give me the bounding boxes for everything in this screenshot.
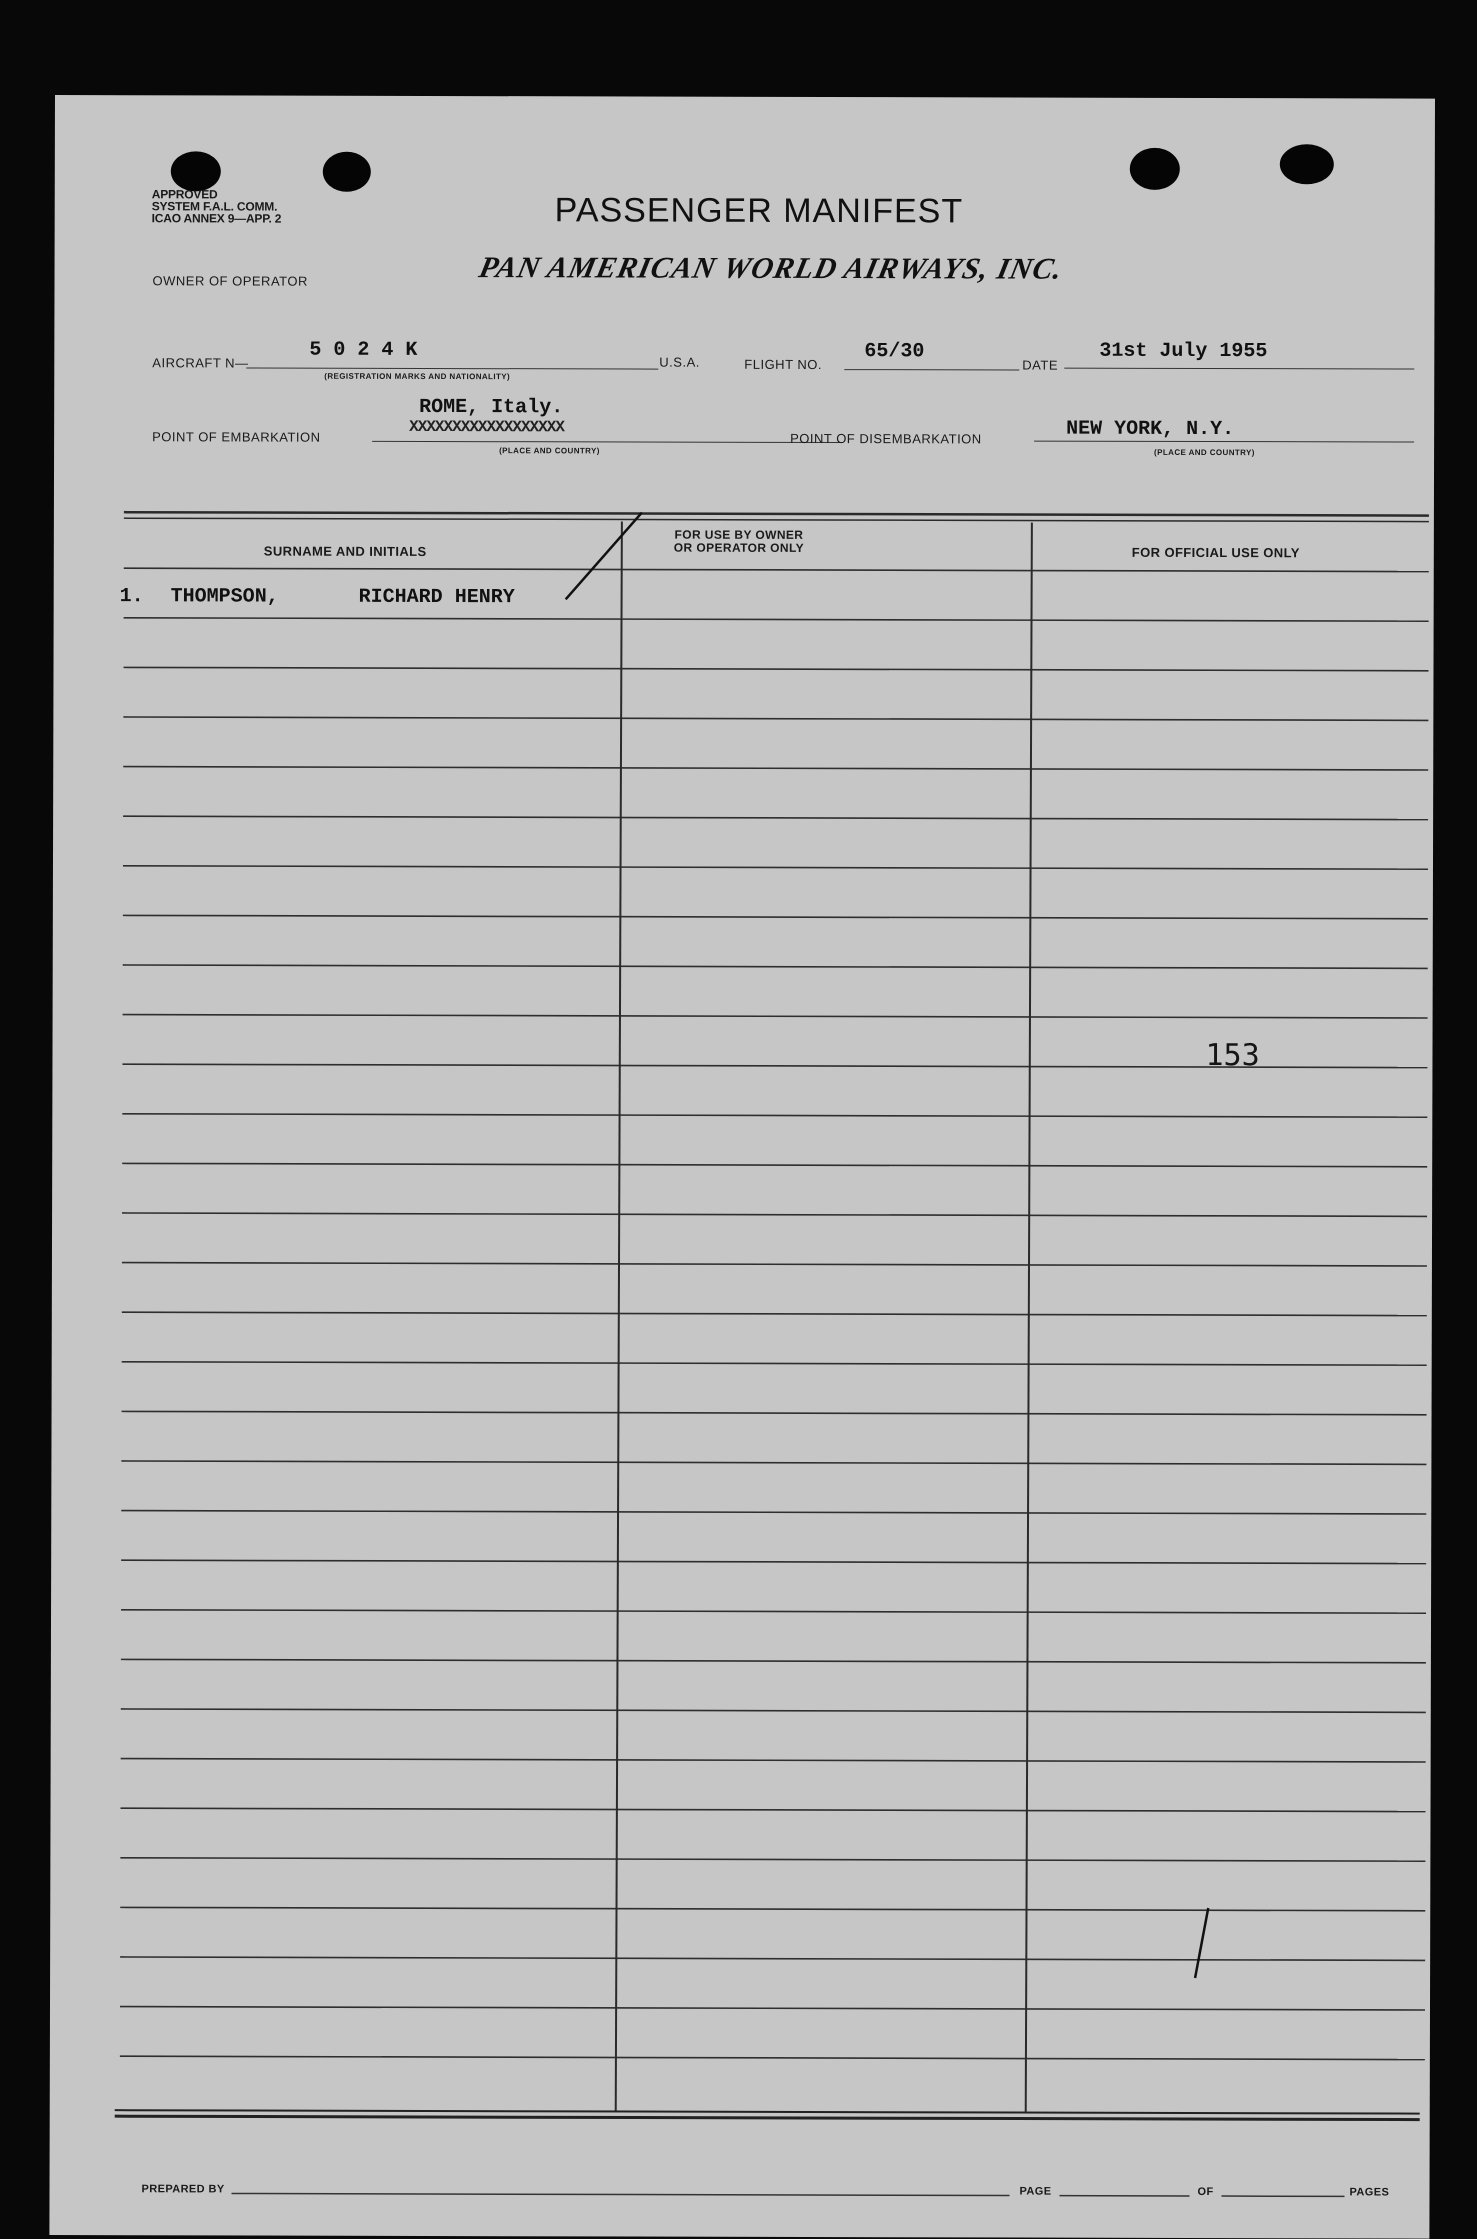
row-line: [120, 1858, 1425, 1861]
row-line: [120, 2056, 1425, 2059]
surname-column-header: SURNAME AND INITIALS: [264, 544, 427, 559]
row-line: [120, 2007, 1425, 2010]
pages-label: PAGES: [1349, 2186, 1389, 2198]
row-line: [121, 1610, 1426, 1613]
disembarkation-label: POINT OF DISEMBARKATION: [790, 431, 982, 447]
header-rule: [124, 512, 1429, 521]
footer-line: [232, 2193, 1010, 2195]
row-line: [123, 866, 1428, 869]
registration-caption: (REGISTRATION MARKS AND NATIONALITY): [324, 372, 510, 381]
row-line: [124, 568, 1429, 571]
approval-line: SYSTEM F.A.L. COMM.: [152, 200, 282, 212]
passenger-surname: THOMPSON,: [171, 585, 279, 608]
stamp-number: 153: [1205, 1038, 1259, 1073]
row-line: [121, 1560, 1426, 1563]
row-line: [122, 1411, 1427, 1414]
row-line: [121, 1659, 1426, 1662]
row-line: [122, 1163, 1427, 1166]
embarkation-caption: (PLACE AND COUNTRY): [499, 446, 600, 455]
column-dividers: [616, 521, 1032, 2111]
row-line: [124, 618, 1429, 621]
disembarkation-caption: (PLACE AND COUNTRY): [1154, 448, 1255, 457]
flight-value: 65/30: [864, 340, 924, 363]
owner-column-header-line: OR OPERATOR ONLY: [674, 542, 804, 555]
row-line: [123, 816, 1428, 819]
manifest-page: [49, 95, 1435, 2239]
passenger-number: 1.: [120, 585, 144, 608]
prepared-by-label: PREPARED BY: [142, 2183, 225, 2195]
row-line: [121, 1808, 1426, 1811]
page-label: PAGE: [1019, 2186, 1051, 2198]
owner-label: OWNER OF OPERATOR: [152, 273, 307, 288]
row-line: [122, 1213, 1427, 1216]
check-mark-stroke: [1195, 1908, 1208, 1978]
embarkation-value: ROME, Italy.: [419, 396, 563, 419]
approval-line: ICAO ANNEX 9—APP. 2: [152, 212, 282, 224]
date-value: 31st July 1955: [1099, 340, 1267, 363]
owner-column-header-line: FOR USE BY OWNER: [674, 529, 804, 542]
row-lines: [120, 568, 1429, 2059]
flight-label: FLIGHT NO.: [744, 357, 822, 372]
row-line: [121, 1759, 1426, 1762]
row-line: [123, 915, 1428, 918]
disembarkation-value: NEW YORK, N.Y.: [1066, 418, 1234, 441]
row-line: [123, 717, 1428, 720]
bottom-rule: [115, 2110, 1420, 2119]
date-label: DATE: [1022, 358, 1058, 373]
row-line: [122, 1064, 1427, 1067]
row-line: [121, 1461, 1426, 1464]
row-line: [122, 1312, 1427, 1315]
row-line: [121, 1511, 1426, 1514]
aircraft-value: 5 0 2 4 K: [309, 339, 417, 362]
row-line: [122, 1362, 1427, 1365]
row-line: [120, 1957, 1425, 1960]
row-line: [123, 1015, 1428, 1018]
owner-value: PAN AMERICAN WORLD AIRWAYS, INC.: [476, 251, 1066, 287]
of-label: OF: [1197, 2186, 1213, 2198]
row-line: [123, 767, 1428, 770]
row-line: [120, 1907, 1425, 1910]
row-line: [122, 1263, 1427, 1266]
row-line: [124, 667, 1429, 670]
manifest-grid: [49, 95, 1435, 2239]
row-line: [121, 1709, 1426, 1712]
row-line: [123, 965, 1428, 968]
passenger-given-names: RICHARD HENRY: [359, 586, 515, 609]
check-mark-stroke: [566, 512, 642, 599]
embarkation-struck-text: XXXXXXXXXXXXXXXXXX: [409, 418, 564, 436]
form-title: PASSENGER MANIFEST: [555, 191, 964, 231]
aircraft-label: AIRCRAFT N—: [152, 355, 248, 370]
approval-line: APPROVED: [152, 188, 282, 200]
usa-label: U.S.A.: [659, 355, 700, 370]
row-line: [122, 1114, 1427, 1117]
official-column-header: FOR OFFICIAL USE ONLY: [1132, 545, 1300, 560]
embarkation-label: POINT OF EMBARKATION: [152, 429, 320, 444]
